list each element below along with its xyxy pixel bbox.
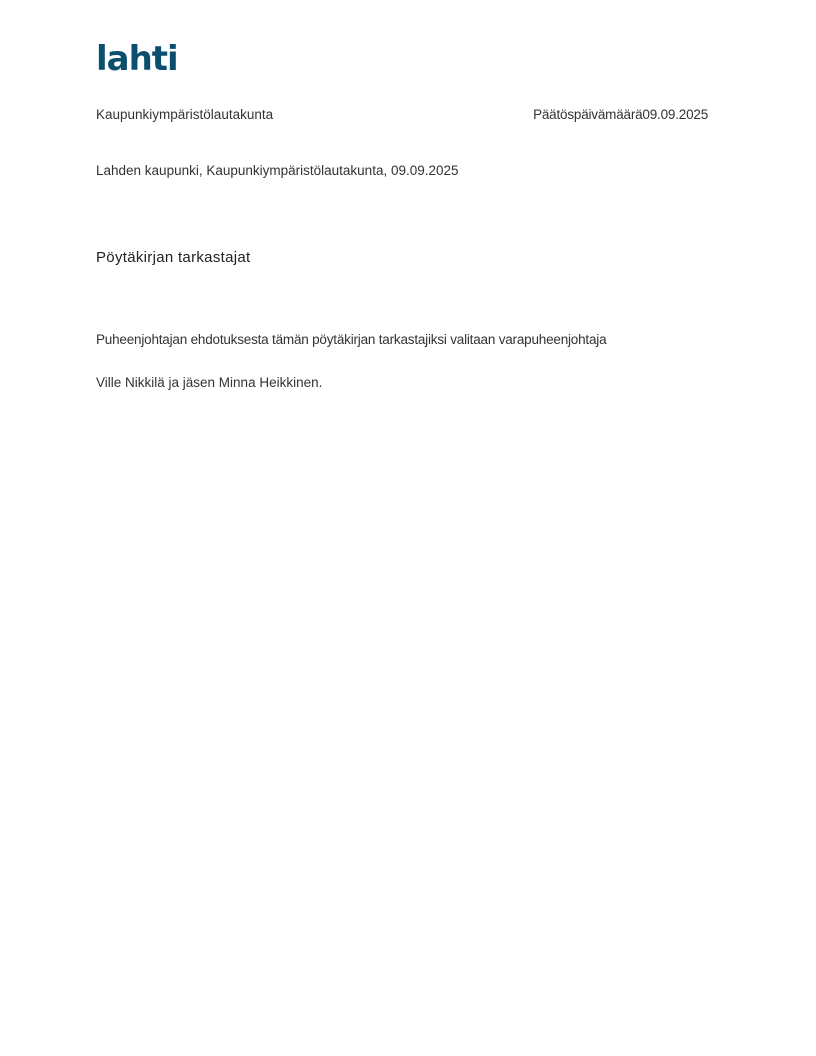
decision-date: Päätöspäivämäärä09.09.2025: [533, 107, 708, 122]
document-header: [96, 107, 708, 125]
lahti-logo: lahti: [96, 39, 178, 79]
paragraph-line: Ville Nikkilä ja jäsen Minna Heikkinen.: [96, 375, 323, 390]
department-name: Kaupunkiympäristölautakunta: [96, 107, 274, 122]
paragraph-line: Puheenjohtajan ehdotuksesta tämän pöytäkirjan tarkastajiksi valitaan varapuheenjohtaja: [96, 332, 607, 347]
section-title: Pöytäkirjan tarkastajat: [96, 249, 251, 266]
meeting-info: Lahden kaupunki, Kaupunkiympäristölautakunta, 09.09.2025: [96, 163, 459, 178]
